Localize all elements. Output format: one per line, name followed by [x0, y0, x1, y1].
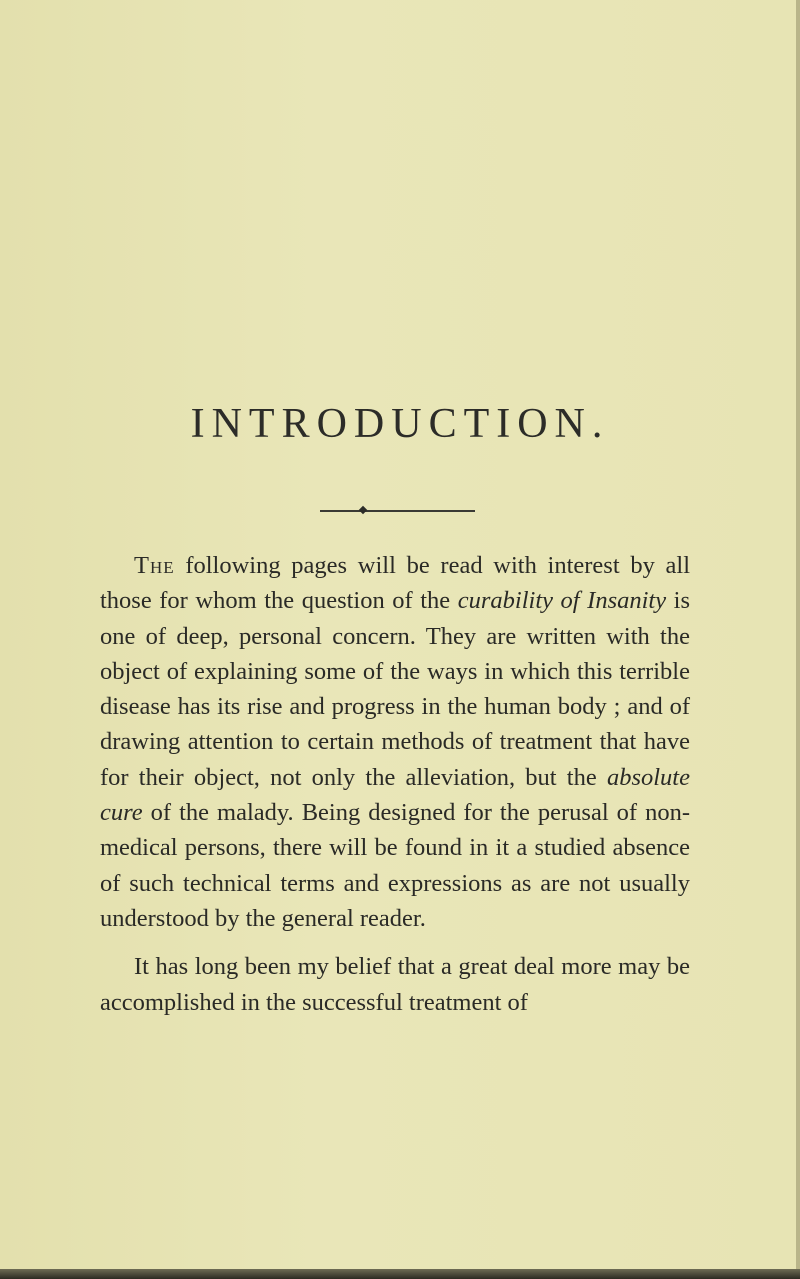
paragraph-1-text-c: of the malady. Being designed for the perusal of non-medical persons, there will be found in it a studied absence of such technical terms and expressions as are not usually understood by the general reader.: [100, 799, 690, 932]
page-right-edge: [796, 0, 800, 1279]
body-text: [100, 548, 690, 1020]
diamond-icon: [359, 506, 367, 514]
page-title: INTRODUCTION.: [190, 401, 610, 447]
ornament-line: [320, 510, 475, 512]
lead-word: The: [134, 552, 175, 579]
title-ornament-rule: [320, 505, 475, 517]
page-bottom-edge: [0, 1269, 800, 1279]
paragraph-1: [100, 548, 690, 936]
paragraph-1-text-b: is one of deep, personal concern. They are written with the object of explaining some of the ways in which this terrible disease has its rise and progress in the human body ; and of drawing attention to certain methods of treatment that have for their object, not only the alleviation, but the: [100, 587, 691, 791]
italic-phrase-curability: curability of Insanity: [457, 587, 667, 615]
italic-phrase-absolute-cure: absolute cure: [100, 763, 690, 827]
paragraph-1-text-a: following pages will be read with interest by all those for whom the question of the: [100, 552, 690, 615]
paragraph-2: It has long been my belief that a great deal more may be accomplished in the successful treatment of: [100, 953, 690, 1016]
